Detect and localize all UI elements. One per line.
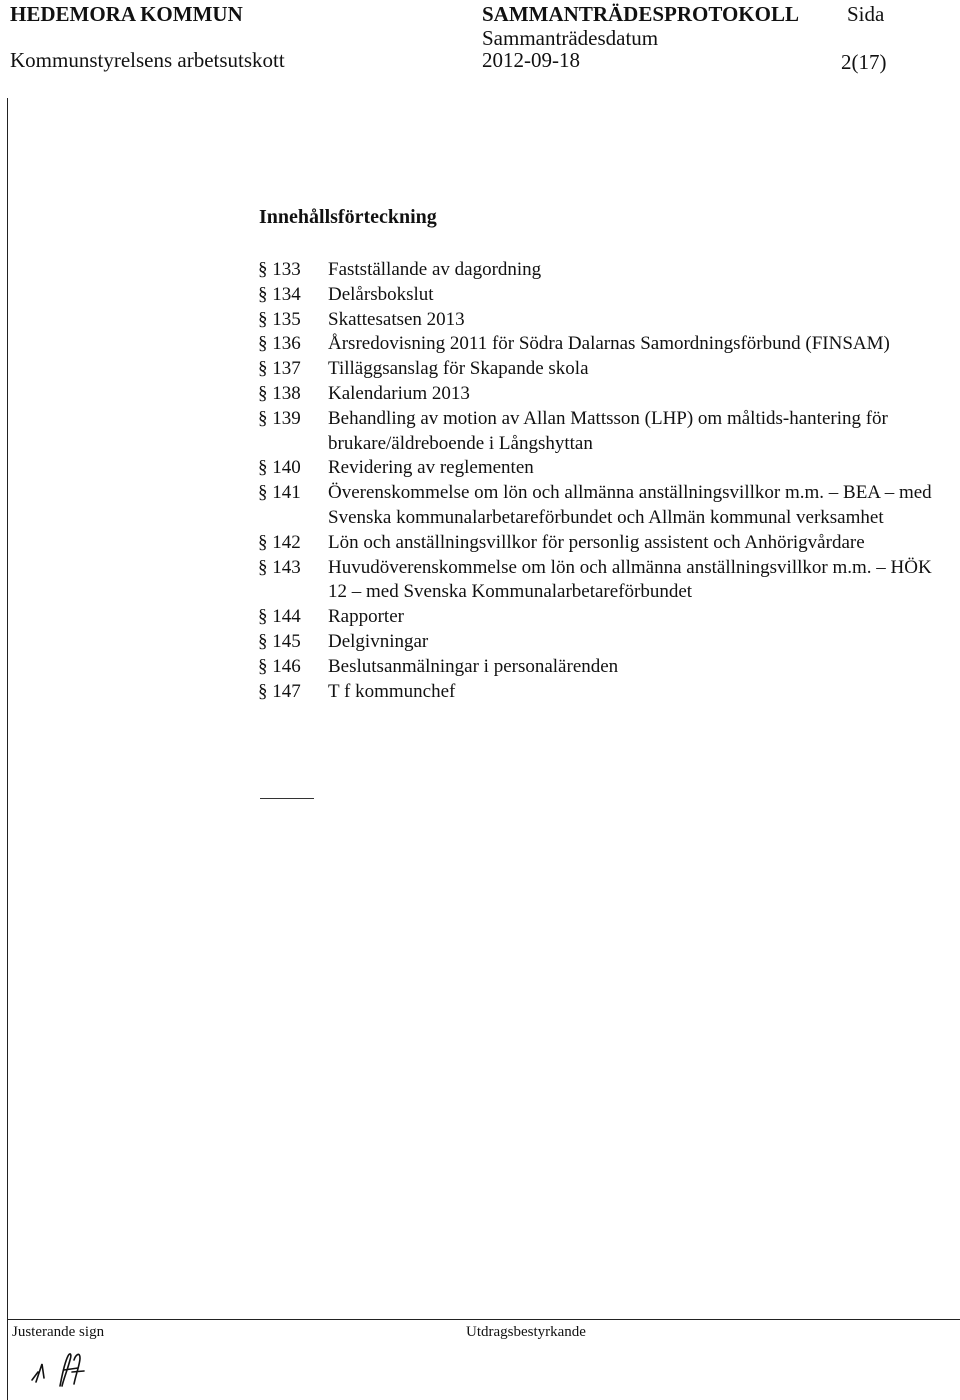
utdragsbestyrkande-label: Utdragsbestyrkande bbox=[466, 1324, 586, 1340]
toc-item-text: Huvudöverenskommelse om lön och allmänna anställningsvillkor m.m. – HÖK 12 – med Svenska Kommunalarbetareförbundet bbox=[328, 556, 932, 603]
toc-item-text: Revidering av reglementen bbox=[328, 457, 534, 479]
toc-item-number: § 143 bbox=[258, 556, 301, 578]
toc-item-text: Fastställande av dagordning bbox=[328, 259, 542, 280]
page-number: 2(17) bbox=[841, 50, 887, 74]
toc-item-text: Delårsbokslut bbox=[328, 283, 434, 305]
justerande-sign-label: Justerande sign bbox=[12, 1324, 105, 1340]
toc-title: Innehållsförteckning bbox=[259, 206, 437, 228]
toc-item-number: § 137 bbox=[258, 358, 301, 380]
toc-item-number: § 146 bbox=[258, 655, 301, 677]
document-type: SAMMANTRÄDESPROTOKOLL bbox=[482, 2, 799, 26]
toc-item-number: § 141 bbox=[258, 482, 301, 504]
toc-item bbox=[258, 382, 938, 407]
toc-item bbox=[258, 456, 938, 481]
section-separator bbox=[260, 798, 314, 799]
toc-item-text: Behandling av motion av Allan Mattsson (LHP) om måltids-hantering för brukare/äldreboende i Långshyttan bbox=[328, 407, 888, 454]
page-label: Sida bbox=[847, 2, 885, 26]
toc-item bbox=[258, 357, 938, 382]
toc-item bbox=[258, 531, 938, 556]
toc-item-number: § 139 bbox=[258, 407, 301, 429]
toc-item-number: § 133 bbox=[258, 259, 301, 280]
date-label: Sammanträdesdatum bbox=[482, 26, 659, 50]
toc-list bbox=[258, 258, 938, 704]
toc-item-text: Rapporter bbox=[328, 606, 404, 628]
toc-item-number: § 142 bbox=[258, 531, 301, 553]
toc-item-text: Överenskommelse om lön och allmänna anställningsvillkor m.m. – BEA – med Svenska kommunalarbetareförbundet och Allmän kommunal verksamhet bbox=[328, 482, 932, 528]
footer-divider bbox=[7, 1319, 960, 1320]
toc-item-number: § 134 bbox=[258, 283, 301, 305]
toc-item bbox=[258, 605, 938, 630]
toc-item-text: T f kommunchef bbox=[328, 680, 456, 702]
toc-item-number: § 147 bbox=[258, 680, 301, 702]
toc-item bbox=[258, 655, 938, 680]
committee-name: Kommunstyrelsens arbetsutskott bbox=[10, 48, 285, 72]
toc-item bbox=[258, 556, 938, 606]
meeting-date: 2012-09-18 bbox=[482, 48, 580, 72]
toc-item-number: § 138 bbox=[258, 382, 301, 404]
toc-item-text: Beslutsanmälningar i personalärenden bbox=[328, 655, 619, 677]
toc-item-number: § 140 bbox=[258, 457, 301, 479]
handwritten-signature bbox=[24, 1342, 124, 1390]
toc-item-text: Skattesatsen 2013 bbox=[328, 308, 465, 330]
toc-item-text: Lön och anställningsvillkor för personlig assistent och Anhörigvårdare bbox=[328, 531, 865, 553]
toc-item-number: § 144 bbox=[258, 606, 301, 628]
toc-item-number: § 135 bbox=[258, 308, 301, 330]
toc-item-text: Kalendarium 2013 bbox=[328, 382, 470, 404]
toc-item bbox=[258, 407, 938, 457]
municipality-name: HEDEMORA KOMMUN bbox=[10, 2, 243, 26]
toc-item bbox=[258, 481, 938, 531]
toc-item bbox=[258, 680, 938, 705]
toc-item-text: Årsredovisning 2011 för Södra Dalarnas Samordningsförbund (FINSAM) bbox=[328, 333, 890, 355]
toc-item bbox=[258, 332, 938, 357]
left-margin-line bbox=[7, 98, 8, 1400]
toc-item bbox=[258, 283, 938, 308]
toc-item bbox=[258, 258, 938, 283]
toc-item bbox=[258, 308, 938, 333]
toc-item bbox=[258, 630, 938, 655]
toc-item-text: Delgivningar bbox=[328, 630, 429, 652]
toc-item-number: § 145 bbox=[258, 630, 301, 652]
toc-item-text: Tilläggsanslag för Skapande skola bbox=[328, 358, 589, 380]
toc-item-number: § 136 bbox=[258, 333, 301, 355]
